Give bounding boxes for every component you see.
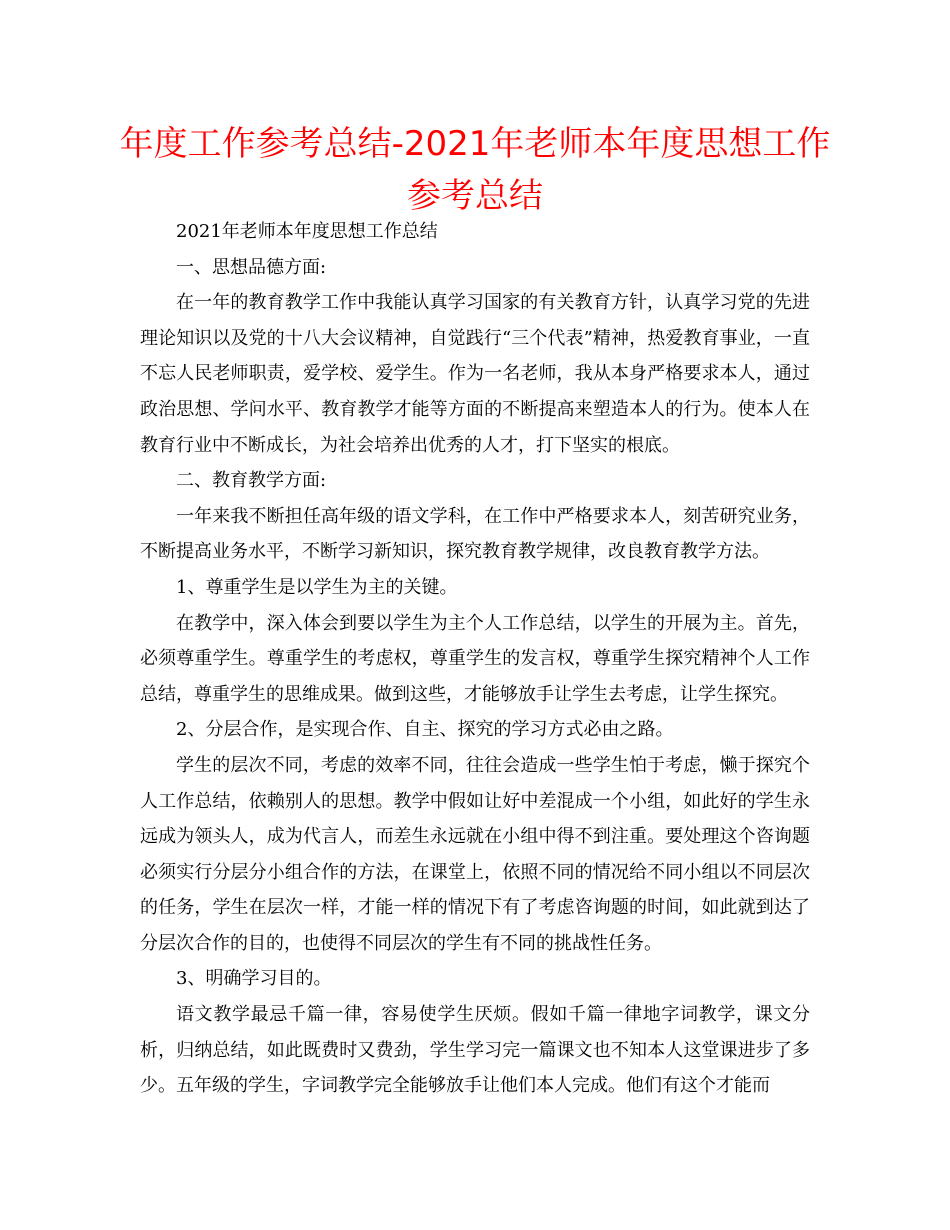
- paragraph: 一年来我不断担任高年级的语文学科，在工作中严格要求本人，刻苦研究业务，不断提高业务水平，不断学习新知识，探究教育教学规律，改良教育教学方法。: [140, 505, 810, 563]
- list-heading-3: 3、明确学习目的。: [176, 968, 332, 990]
- section-heading-ideology: 一、思想品德方面:: [176, 256, 327, 278]
- document-title: 年度工作参考总结-2021年老师本年度思想工作参考总结: [119, 124, 831, 216]
- paragraph: 在教学中，深入体会到要以学生为主个人工作总结，以学生的开展为主。首先，必须尊重学生。尊重学生的考虑权，尊重学生的发言权，尊重学生探究精神个人工作总结，尊重学生的思维成果。做到这些，才能够放手让学生去考虑，让学生探究。: [140, 612, 810, 705]
- paragraph: 在一年的教育教学工作中我能认真学习国家的有关教育方针，认真学习党的先进理论知识以及党的十八大会议精神，自觉践行“三个代表”精神，热爱教育事业，一直不忘人民老师职责，爱学校、爱学生。作为一名老师，我从本身严格要求本人，通过政治思想、学问水平、教育教学才能等方面的不断提高来塑造本人的行为。使本人在教育行业中不断成长，为社会培养出优秀的人才，打下坚实的根底。: [140, 292, 810, 456]
- document-body: [140, 214, 810, 1104]
- paragraph-subtitle: 2021年老师本年度思想工作总结: [176, 221, 438, 242]
- list-heading-1: 1、尊重学生是以学生为主的关键。: [176, 576, 458, 598]
- paragraph: 语文教学最忌千篇一律，容易使学生厌烦。假如千篇一律地字词教学，课文分析，归纳总结，如此既费时又费劲，学生学习完一篇课文也不知本人这堂课进步了多少。五年级的学生，字词教学完全能够放手让他们本人完成。他们有这个才能而: [140, 1004, 810, 1097]
- list-heading-2: 2、分层合作，是实现合作、自主、探究的学习方式必由之路。: [176, 719, 674, 741]
- paragraph: 学生的层次不同，考虑的效率不同，往往会造成一些学生怕于考虑，懒于探究个人工作总结，依赖别人的思想。教学中假如让好中差混成一个小组，如此好的学生永远成为领头人，成为代言人，而差生永远就在小组中得不到注重。要处理这个咨询题必须实行分层分小组合作的方法，在课堂上，依照不同的情况给不同小组以不同层次的任务，学生在层次一样，才能一样的情况下有了考虑咨询题的时间，如此就到达了分层次合作的目的，也使得不同层次的学生有不同的挑战性任务。: [140, 754, 810, 954]
- section-heading-teaching: 二、教育教学方面:: [176, 470, 327, 492]
